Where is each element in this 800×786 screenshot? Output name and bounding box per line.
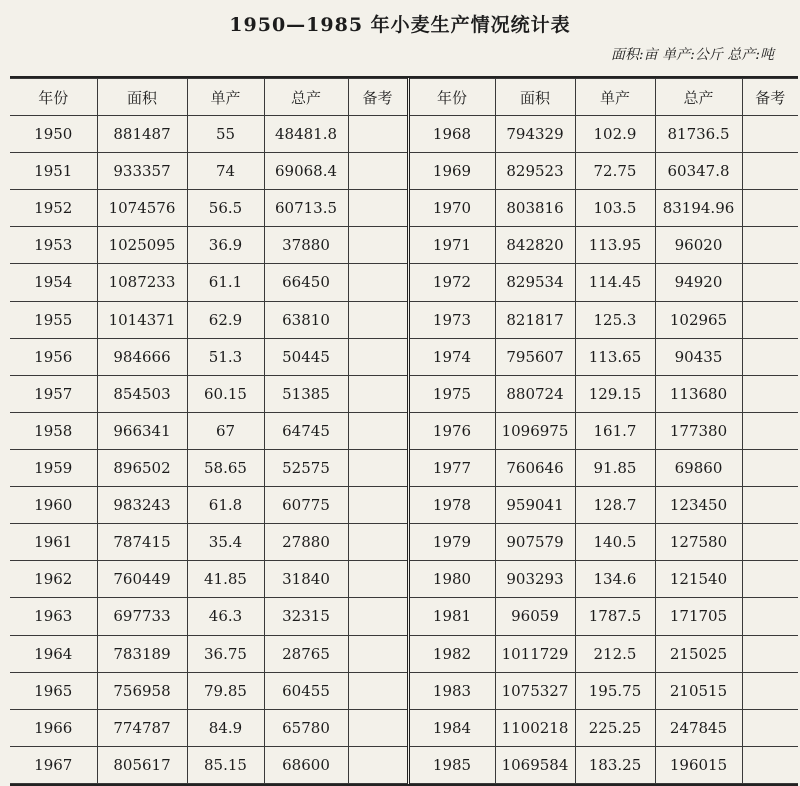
cell-yield: 1787.5 bbox=[575, 598, 655, 635]
cell-remarks bbox=[348, 487, 408, 524]
cell-remarks bbox=[348, 672, 408, 709]
header-total: 总产 bbox=[655, 79, 742, 116]
cell-yield: 91.85 bbox=[575, 449, 655, 486]
cell-area: 821817 bbox=[495, 301, 575, 338]
cell-total: 81736.5 bbox=[655, 116, 742, 153]
cell-yield: 36.75 bbox=[187, 635, 264, 672]
cell-year: 1967 bbox=[10, 746, 97, 783]
header-row bbox=[10, 79, 798, 116]
cell-year: 1954 bbox=[10, 264, 97, 301]
cell-remarks bbox=[742, 524, 798, 561]
cell-total: 50445 bbox=[264, 338, 348, 375]
cell-total: 64745 bbox=[264, 412, 348, 449]
cell-year: 1985 bbox=[408, 746, 495, 783]
cell-yield: 46.3 bbox=[187, 598, 264, 635]
cell-yield: 61.1 bbox=[187, 264, 264, 301]
cell-area: 829534 bbox=[495, 264, 575, 301]
cell-year: 1976 bbox=[408, 412, 495, 449]
cell-remarks bbox=[348, 227, 408, 264]
cell-yield: 79.85 bbox=[187, 672, 264, 709]
cell-yield: 113.65 bbox=[575, 338, 655, 375]
cell-year: 1951 bbox=[10, 153, 97, 190]
cell-total: 196015 bbox=[655, 746, 742, 783]
header-year: 年份 bbox=[10, 79, 97, 116]
cell-area: 966341 bbox=[97, 412, 187, 449]
table-row bbox=[10, 672, 798, 709]
cell-total: 113680 bbox=[655, 375, 742, 412]
table-row bbox=[10, 524, 798, 561]
cell-yield: 60.15 bbox=[187, 375, 264, 412]
cell-yield: 61.8 bbox=[187, 487, 264, 524]
cell-yield: 56.5 bbox=[187, 190, 264, 227]
cell-remarks bbox=[742, 264, 798, 301]
cell-area: 959041 bbox=[495, 487, 575, 524]
cell-yield: 212.5 bbox=[575, 635, 655, 672]
cell-yield: 195.75 bbox=[575, 672, 655, 709]
cell-total: 247845 bbox=[655, 709, 742, 746]
cell-yield: 55 bbox=[187, 116, 264, 153]
cell-total: 215025 bbox=[655, 635, 742, 672]
cell-area: 756958 bbox=[97, 672, 187, 709]
cell-yield: 85.15 bbox=[187, 746, 264, 783]
table-row bbox=[10, 635, 798, 672]
cell-remarks bbox=[742, 709, 798, 746]
cell-year: 1966 bbox=[10, 709, 97, 746]
cell-yield: 36.9 bbox=[187, 227, 264, 264]
cell-year: 1971 bbox=[408, 227, 495, 264]
table-row bbox=[10, 153, 798, 190]
cell-yield: 67 bbox=[187, 412, 264, 449]
cell-area: 803816 bbox=[495, 190, 575, 227]
cell-total: 51385 bbox=[264, 375, 348, 412]
table-row bbox=[10, 116, 798, 153]
cell-year: 1960 bbox=[10, 487, 97, 524]
cell-yield: 103.5 bbox=[575, 190, 655, 227]
cell-area: 1087233 bbox=[97, 264, 187, 301]
cell-year: 1953 bbox=[10, 227, 97, 264]
cell-yield: 51.3 bbox=[187, 338, 264, 375]
header-remarks: 备考 bbox=[742, 79, 798, 116]
header-area: 面积 bbox=[495, 79, 575, 116]
cell-total: 210515 bbox=[655, 672, 742, 709]
cell-area: 896502 bbox=[97, 449, 187, 486]
cell-total: 32315 bbox=[264, 598, 348, 635]
header-year: 年份 bbox=[408, 79, 495, 116]
cell-yield: 113.95 bbox=[575, 227, 655, 264]
cell-remarks bbox=[348, 412, 408, 449]
cell-total: 121540 bbox=[655, 561, 742, 598]
cell-area: 697733 bbox=[97, 598, 187, 635]
table-row bbox=[10, 746, 798, 783]
cell-area: 1075327 bbox=[495, 672, 575, 709]
cell-yield: 183.25 bbox=[575, 746, 655, 783]
cell-area: 1025095 bbox=[97, 227, 187, 264]
cell-remarks bbox=[742, 449, 798, 486]
cell-total: 66450 bbox=[264, 264, 348, 301]
cell-year: 1984 bbox=[408, 709, 495, 746]
cell-yield: 41.85 bbox=[187, 561, 264, 598]
statistics-table-container bbox=[10, 76, 798, 786]
table-row bbox=[10, 561, 798, 598]
cell-area: 829523 bbox=[495, 153, 575, 190]
cell-year: 1979 bbox=[408, 524, 495, 561]
cell-remarks bbox=[348, 301, 408, 338]
cell-total: 60775 bbox=[264, 487, 348, 524]
cell-area: 983243 bbox=[97, 487, 187, 524]
cell-total: 69068.4 bbox=[264, 153, 348, 190]
table-row bbox=[10, 338, 798, 375]
cell-year: 1961 bbox=[10, 524, 97, 561]
cell-yield: 62.9 bbox=[187, 301, 264, 338]
cell-year: 1972 bbox=[408, 264, 495, 301]
cell-yield: 125.3 bbox=[575, 301, 655, 338]
cell-total: 96020 bbox=[655, 227, 742, 264]
cell-yield: 128.7 bbox=[575, 487, 655, 524]
table-row bbox=[10, 487, 798, 524]
cell-area: 794329 bbox=[495, 116, 575, 153]
cell-year: 1977 bbox=[408, 449, 495, 486]
cell-total: 171705 bbox=[655, 598, 742, 635]
cell-remarks bbox=[348, 190, 408, 227]
header-yield: 单产 bbox=[575, 79, 655, 116]
cell-total: 37880 bbox=[264, 227, 348, 264]
cell-total: 65780 bbox=[264, 709, 348, 746]
header-total: 总产 bbox=[264, 79, 348, 116]
cell-year: 1968 bbox=[408, 116, 495, 153]
cell-remarks bbox=[348, 598, 408, 635]
cell-area: 774787 bbox=[97, 709, 187, 746]
units-note: 面积:亩 单产:公斤 总产:吨 bbox=[610, 47, 774, 63]
cell-year: 1955 bbox=[10, 301, 97, 338]
cell-yield: 161.7 bbox=[575, 412, 655, 449]
cell-year: 1983 bbox=[408, 672, 495, 709]
header-yield: 单产 bbox=[187, 79, 264, 116]
cell-area: 760646 bbox=[495, 449, 575, 486]
cell-remarks bbox=[348, 709, 408, 746]
cell-area: 854503 bbox=[97, 375, 187, 412]
cell-year: 1959 bbox=[10, 449, 97, 486]
cell-total: 90435 bbox=[655, 338, 742, 375]
cell-yield: 74 bbox=[187, 153, 264, 190]
table-row bbox=[10, 412, 798, 449]
cell-year: 1950 bbox=[10, 116, 97, 153]
wheat-statistics-table bbox=[10, 78, 798, 784]
cell-area: 1011729 bbox=[495, 635, 575, 672]
cell-remarks bbox=[742, 561, 798, 598]
cell-total: 102965 bbox=[655, 301, 742, 338]
cell-total: 69860 bbox=[655, 449, 742, 486]
cell-total: 52575 bbox=[264, 449, 348, 486]
table-row bbox=[10, 375, 798, 412]
cell-year: 1964 bbox=[10, 635, 97, 672]
cell-year: 1980 bbox=[408, 561, 495, 598]
cell-area: 880724 bbox=[495, 375, 575, 412]
cell-year: 1970 bbox=[408, 190, 495, 227]
cell-yield: 102.9 bbox=[575, 116, 655, 153]
cell-remarks bbox=[348, 635, 408, 672]
header-remarks: 备考 bbox=[348, 79, 408, 116]
cell-remarks bbox=[742, 672, 798, 709]
cell-remarks bbox=[742, 598, 798, 635]
cell-area: 795607 bbox=[495, 338, 575, 375]
cell-yield: 84.9 bbox=[187, 709, 264, 746]
cell-year: 1957 bbox=[10, 375, 97, 412]
cell-area: 96059 bbox=[495, 598, 575, 635]
cell-total: 127580 bbox=[655, 524, 742, 561]
cell-year: 1975 bbox=[408, 375, 495, 412]
cell-yield: 35.4 bbox=[187, 524, 264, 561]
cell-total: 177380 bbox=[655, 412, 742, 449]
table-row bbox=[10, 709, 798, 746]
cell-yield: 114.45 bbox=[575, 264, 655, 301]
cell-remarks bbox=[348, 449, 408, 486]
table-row bbox=[10, 264, 798, 301]
cell-remarks bbox=[742, 412, 798, 449]
cell-year: 1974 bbox=[408, 338, 495, 375]
cell-total: 60713.5 bbox=[264, 190, 348, 227]
cell-remarks bbox=[742, 487, 798, 524]
cell-yield: 140.5 bbox=[575, 524, 655, 561]
cell-area: 984666 bbox=[97, 338, 187, 375]
cell-area: 907579 bbox=[495, 524, 575, 561]
cell-remarks bbox=[742, 190, 798, 227]
cell-remarks bbox=[742, 116, 798, 153]
cell-remarks bbox=[742, 301, 798, 338]
cell-area: 1014371 bbox=[97, 301, 187, 338]
cell-remarks bbox=[348, 264, 408, 301]
cell-remarks bbox=[348, 746, 408, 783]
cell-area: 760449 bbox=[97, 561, 187, 598]
page-title: 1950—1985 年小麦生产情况统计表 bbox=[229, 14, 571, 36]
cell-year: 1981 bbox=[408, 598, 495, 635]
table-row bbox=[10, 227, 798, 264]
table-row bbox=[10, 598, 798, 635]
cell-total: 63810 bbox=[264, 301, 348, 338]
table-body bbox=[10, 116, 798, 784]
cell-total: 123450 bbox=[655, 487, 742, 524]
header-area: 面积 bbox=[97, 79, 187, 116]
cell-area: 783189 bbox=[97, 635, 187, 672]
cell-area: 933357 bbox=[97, 153, 187, 190]
cell-total: 94920 bbox=[655, 264, 742, 301]
cell-year: 1963 bbox=[10, 598, 97, 635]
cell-year: 1965 bbox=[10, 672, 97, 709]
cell-yield: 129.15 bbox=[575, 375, 655, 412]
cell-area: 1100218 bbox=[495, 709, 575, 746]
cell-remarks bbox=[742, 227, 798, 264]
cell-remarks bbox=[348, 153, 408, 190]
cell-area: 787415 bbox=[97, 524, 187, 561]
cell-yield: 58.65 bbox=[187, 449, 264, 486]
cell-year: 1962 bbox=[10, 561, 97, 598]
table-row bbox=[10, 449, 798, 486]
cell-remarks bbox=[348, 116, 408, 153]
cell-area: 1069584 bbox=[495, 746, 575, 783]
cell-area: 842820 bbox=[495, 227, 575, 264]
cell-remarks bbox=[348, 338, 408, 375]
cell-yield: 134.6 bbox=[575, 561, 655, 598]
cell-area: 881487 bbox=[97, 116, 187, 153]
cell-total: 60347.8 bbox=[655, 153, 742, 190]
cell-total: 31840 bbox=[264, 561, 348, 598]
cell-year: 1956 bbox=[10, 338, 97, 375]
cell-year: 1958 bbox=[10, 412, 97, 449]
cell-remarks bbox=[348, 375, 408, 412]
cell-year: 1973 bbox=[408, 301, 495, 338]
cell-total: 27880 bbox=[264, 524, 348, 561]
cell-remarks bbox=[742, 153, 798, 190]
table-row bbox=[10, 301, 798, 338]
cell-total: 48481.8 bbox=[264, 116, 348, 153]
cell-year: 1978 bbox=[408, 487, 495, 524]
cell-yield: 225.25 bbox=[575, 709, 655, 746]
cell-remarks bbox=[348, 524, 408, 561]
cell-area: 805617 bbox=[97, 746, 187, 783]
cell-area: 1074576 bbox=[97, 190, 187, 227]
cell-year: 1982 bbox=[408, 635, 495, 672]
cell-remarks bbox=[742, 375, 798, 412]
cell-yield: 72.75 bbox=[575, 153, 655, 190]
cell-area: 1096975 bbox=[495, 412, 575, 449]
cell-total: 28765 bbox=[264, 635, 348, 672]
cell-year: 1952 bbox=[10, 190, 97, 227]
cell-total: 68600 bbox=[264, 746, 348, 783]
cell-total: 83194.96 bbox=[655, 190, 742, 227]
cell-total: 60455 bbox=[264, 672, 348, 709]
cell-remarks bbox=[742, 746, 798, 783]
cell-area: 903293 bbox=[495, 561, 575, 598]
cell-year: 1969 bbox=[408, 153, 495, 190]
cell-remarks bbox=[348, 561, 408, 598]
cell-remarks bbox=[742, 635, 798, 672]
table-row bbox=[10, 190, 798, 227]
cell-remarks bbox=[742, 338, 798, 375]
